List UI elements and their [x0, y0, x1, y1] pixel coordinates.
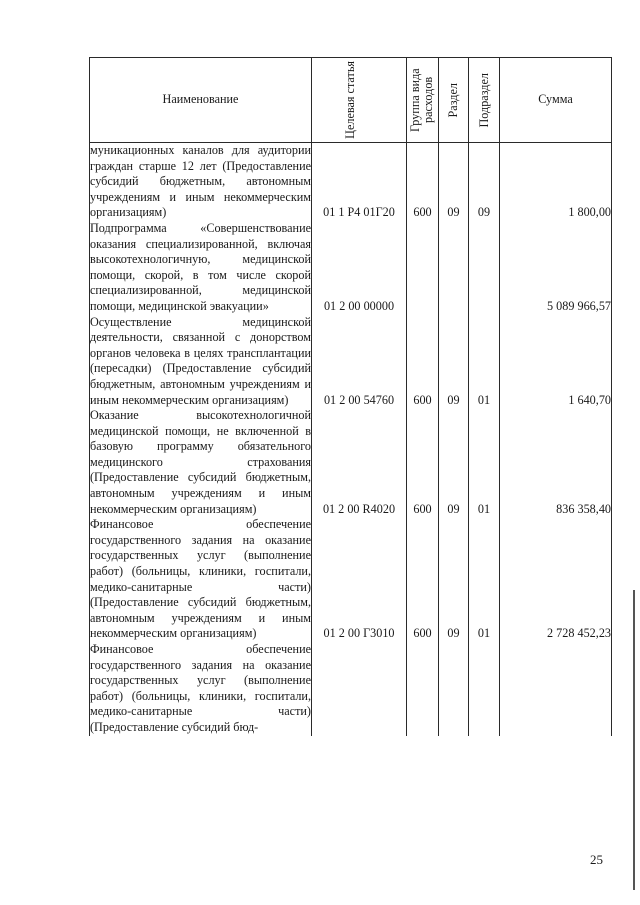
table-row — [90, 517, 612, 642]
header-amount: Сумма — [500, 58, 612, 143]
page-number: 25 — [590, 852, 603, 867]
row-target-article: 01 2 00 54760 — [312, 315, 407, 409]
row-subsection — [469, 642, 500, 736]
header-section-label: Раздел — [446, 82, 460, 118]
header-target-article — [312, 58, 407, 143]
row-expense-group — [407, 221, 439, 315]
row-expense-group: 600 — [407, 517, 439, 642]
row-expense-group: 600 — [407, 315, 439, 409]
row-amount: 836 358,40 — [500, 408, 612, 517]
table-row — [90, 315, 612, 409]
row-name: муникационных каналов для аудитории граждан старше 12 лет (Предоставление субсидий бюджетным, автономным учреждениям и иным некоммерческим организациям) — [90, 143, 311, 220]
row-section — [439, 221, 469, 315]
row-section: 09 — [439, 143, 469, 221]
row-amount: 2 728 452,23 — [500, 517, 612, 642]
table-row — [90, 642, 612, 736]
header-name: Наименование — [90, 58, 312, 143]
row-target-article: 01 2 00 00000 — [312, 221, 407, 315]
row-section: 09 — [439, 517, 469, 642]
header-subsection — [469, 58, 500, 143]
table-row — [90, 143, 612, 221]
row-subsection — [469, 221, 500, 315]
row-target-article: 01 2 00 R4020 — [312, 408, 407, 517]
table-row — [90, 408, 612, 517]
row-name: Подпрограмма «Совершенствование оказания специализированной, включая высокотехнологичную, медицинской помощи, скорой, в том числе скорой специализированной, медицинской помощи, медицинской эвакуации» — [90, 220, 311, 313]
row-target-article — [312, 642, 407, 736]
row-section: 09 — [439, 408, 469, 517]
row-subsection: 09 — [469, 143, 500, 221]
row-amount: 1 800,00 — [500, 143, 612, 221]
header-expense-group — [407, 58, 439, 143]
row-subsection: 01 — [469, 517, 500, 642]
row-section — [439, 642, 469, 736]
row-target-article: 01 1 Р4 01Г20 — [312, 143, 407, 221]
row-section: 09 — [439, 315, 469, 409]
row-name: Оказание высокотехнологичной медицинской помощи, не включенной в базовую программу обязательного медицинского страхования (Предоставление субсидий бюджетным, автономным учреждениям и иным некоммерческим организациям) — [90, 408, 311, 516]
row-subsection: 01 — [469, 408, 500, 517]
row-name: Финансовое обеспечение государственного задания на оказание государственных услуг (выполнение работ) (больницы, клиники, госпитали, медико-санитарные части) (Предоставление субсидий бюджетным, автономным учреждениям и иным некоммерческим организациям) — [90, 517, 311, 641]
header-subsection-label: Подраздел — [476, 72, 491, 128]
header-target-article-label: Целевая статья — [343, 61, 357, 139]
row-amount: 1 640,70 — [500, 315, 612, 409]
budget-table — [89, 57, 612, 736]
header-row — [90, 58, 612, 143]
header-section — [439, 58, 469, 143]
row-target-article: 01 2 00 Г3010 — [312, 517, 407, 642]
row-expense-group: 600 — [407, 143, 439, 221]
row-amount: 5 089 966,57 — [500, 221, 612, 315]
row-name: Осуществление медицинской деятельности, связанной с донорством органов человека в целях трансплантации (пересадки) (Предоставление субсидий бюджетным, автономным учреждениям и иным некоммерческим организациям) — [90, 314, 311, 407]
row-subsection: 01 — [469, 315, 500, 409]
table-row — [90, 221, 612, 315]
row-expense-group: 600 — [407, 408, 439, 517]
row-name: Финансовое обеспечение государственного задания на оказание государственных услуг (выполнение работ) (больницы, клиники, госпитали, медико-санитарные части) (Предоставление субсидий бюд- — [90, 642, 311, 734]
row-expense-group — [407, 642, 439, 736]
header-expense-group-label: Группа вида расходов — [407, 68, 435, 132]
scan-edge-line — [633, 590, 635, 890]
row-amount — [500, 642, 612, 736]
